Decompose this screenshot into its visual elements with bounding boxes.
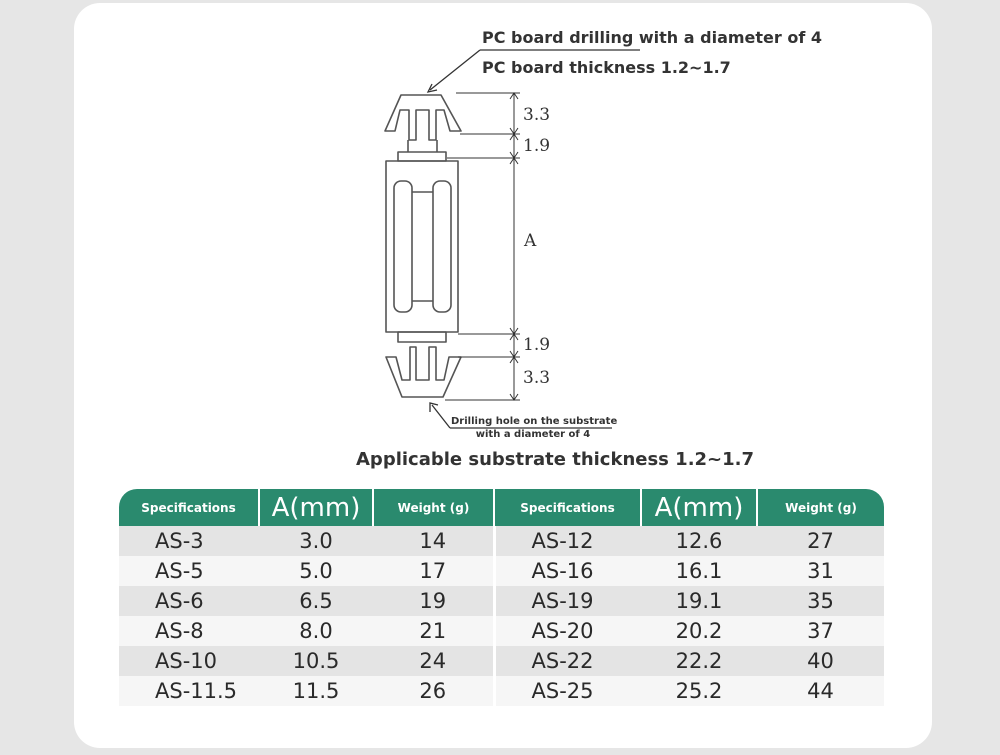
dim-bottom-head: 3.3 — [523, 368, 551, 388]
table-header-row — [119, 489, 884, 526]
a-mm-cell: 8.0 — [259, 616, 373, 646]
a-mm-cell: 19.1 — [641, 586, 757, 616]
spec-cell: AS-3 — [119, 526, 259, 556]
spec-cell: AS-12 — [494, 526, 641, 556]
callout-pc-thickness: PC board thickness 1.2~1.7 — [482, 58, 731, 77]
weight-cell: 24 — [373, 646, 494, 676]
spec-cell: AS-19 — [494, 586, 641, 616]
weight-cell: 44 — [757, 676, 884, 706]
weight-cell: 40 — [757, 646, 884, 676]
weight-cell: 31 — [757, 556, 884, 586]
spec-cell: AS-25 — [494, 676, 641, 706]
weight-cell: 21 — [373, 616, 494, 646]
header-weight: Weight (g) — [373, 489, 494, 526]
spec-cell: AS-5 — [119, 556, 259, 586]
a-mm-cell: 12.6 — [641, 526, 757, 556]
spec-cell: AS-8 — [119, 616, 259, 646]
callout-substrate-drilling — [451, 415, 618, 441]
specifications-table — [119, 489, 884, 706]
callout-pc-drilling: PC board drilling with a diameter of 4 — [482, 28, 823, 47]
a-mm-cell: 10.5 — [259, 646, 373, 676]
spec-cell: AS-20 — [494, 616, 641, 646]
a-mm-cell: 20.2 — [641, 616, 757, 646]
weight-cell: 14 — [373, 526, 494, 556]
a-mm-cell: 6.5 — [259, 586, 373, 616]
callout-substrate-line1: Drilling hole on the substrate — [451, 416, 618, 427]
spec-cell: AS-16 — [494, 556, 641, 586]
weight-cell: 17 — [373, 556, 494, 586]
spec-cell: AS-11.5 — [119, 676, 259, 706]
header-specifications: Specifications — [494, 489, 641, 526]
weight-cell: 37 — [757, 616, 884, 646]
table-row — [119, 676, 884, 706]
header-a-mm: A(mm) — [259, 489, 373, 526]
bottom-snap-head — [386, 347, 461, 397]
a-mm-cell: 3.0 — [259, 526, 373, 556]
substrate-thickness-title: Applicable substrate thickness 1.2~1.7 — [356, 449, 755, 470]
a-mm-cell: 22.2 — [641, 646, 757, 676]
a-mm-cell: 11.5 — [259, 676, 373, 706]
callout-substrate-line2: with a diameter of 4 — [475, 429, 591, 440]
header-a-mm: A(mm) — [641, 489, 757, 526]
table-row — [119, 646, 884, 676]
a-mm-cell: 25.2 — [641, 676, 757, 706]
a-mm-cell: 16.1 — [641, 556, 757, 586]
spec-cell: AS-22 — [494, 646, 641, 676]
header-weight: Weight (g) — [757, 489, 884, 526]
a-mm-cell: 5.0 — [259, 556, 373, 586]
dim-top-head: 3.3 — [523, 105, 551, 125]
spec-cell: AS-6 — [119, 586, 259, 616]
dim-body-a: A — [524, 231, 537, 251]
weight-cell: 27 — [757, 526, 884, 556]
spacer-body — [386, 161, 458, 332]
weight-cell: 35 — [757, 586, 884, 616]
weight-cell: 19 — [373, 586, 494, 616]
header-specifications: Specifications — [119, 489, 259, 526]
bottom-neck — [398, 332, 446, 342]
weight-cell: 26 — [373, 676, 494, 706]
dim-top-neck: 1.9 — [523, 136, 551, 156]
table-row — [119, 586, 884, 616]
table-row — [119, 526, 884, 556]
dim-bottom-neck: 1.9 — [523, 335, 551, 355]
top-neck — [398, 152, 446, 161]
table-row — [119, 556, 884, 586]
spec-cell: AS-10 — [119, 646, 259, 676]
table-row — [119, 616, 884, 646]
top-snap-head — [385, 95, 461, 140]
